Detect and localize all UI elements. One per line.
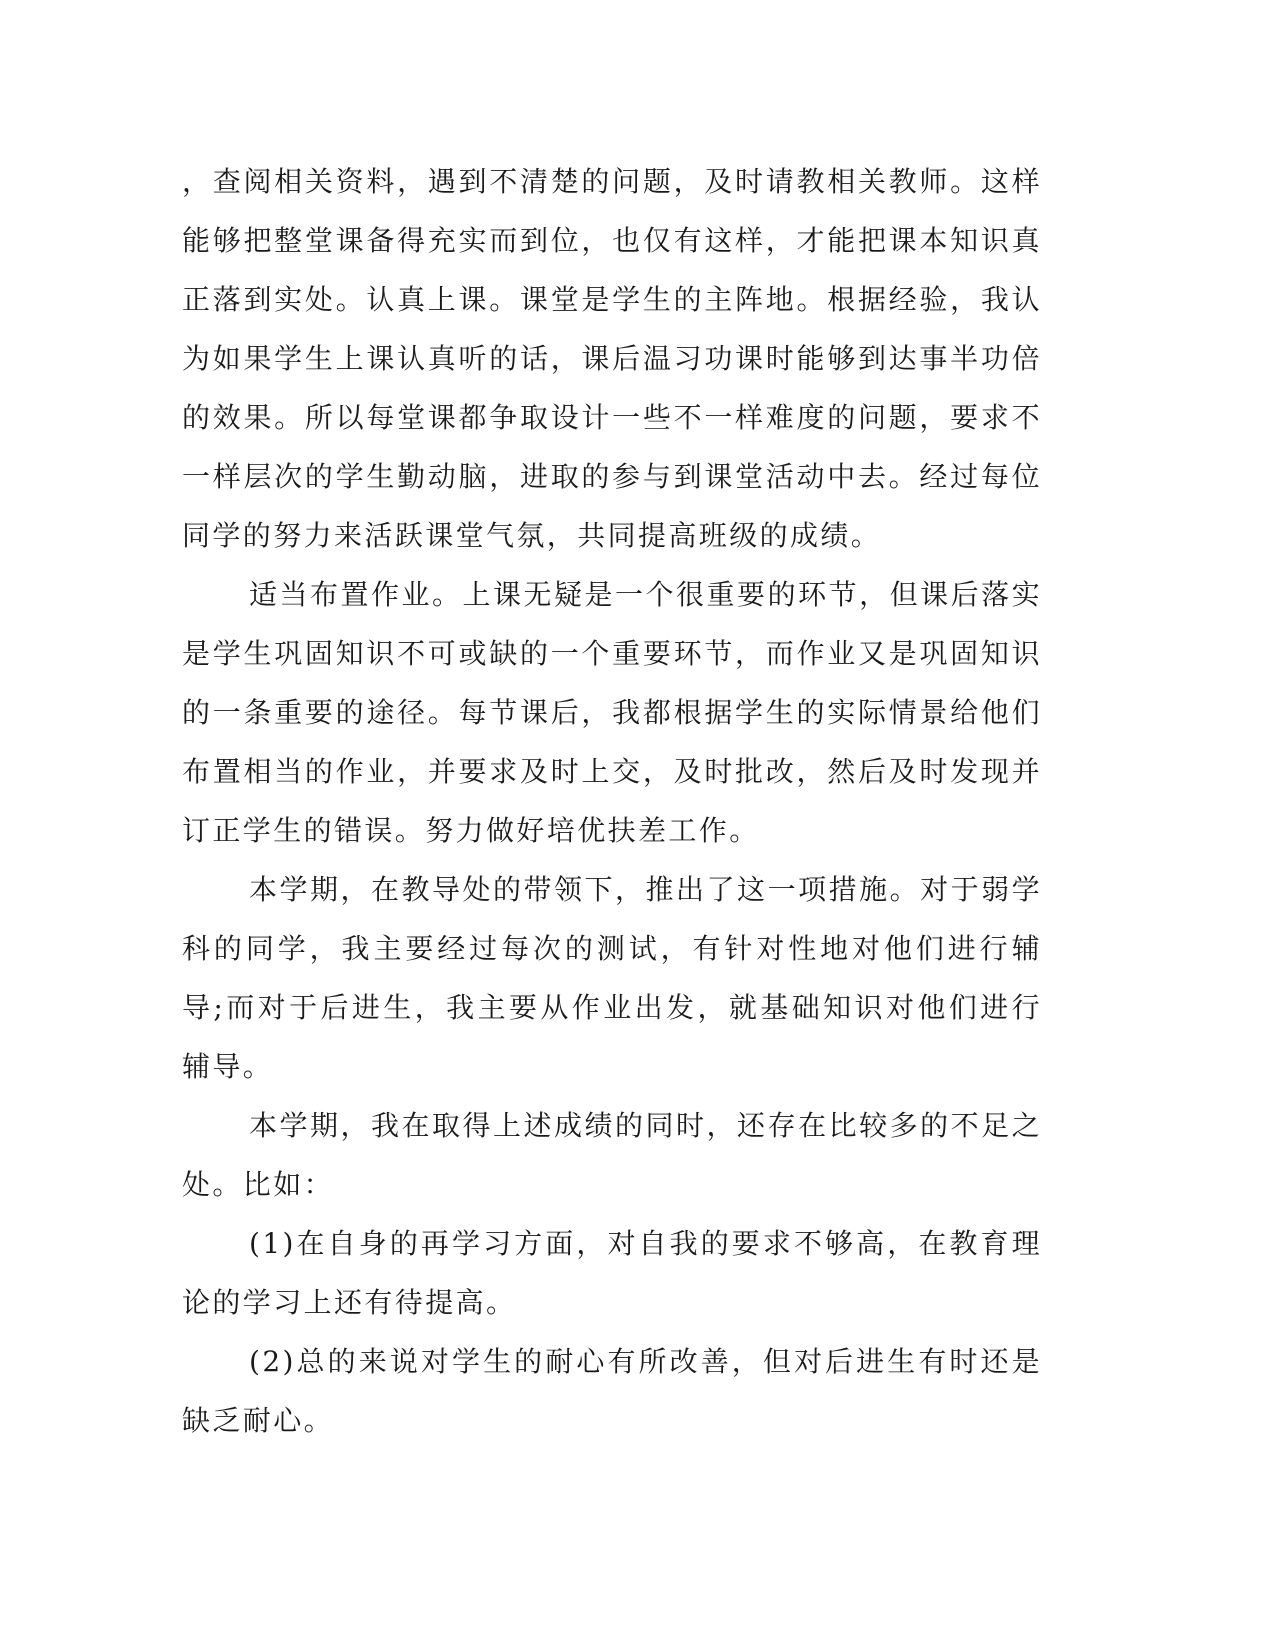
paragraph-1: ，查阅相关资料，遇到不清楚的问题，及时请教相关教师。这样能够把整堂课备得充实而到位，也仅有这样，才能把课本知识真正落到实处。认真上课。课堂是学生的主阵地。根据经验，我认为如果学生上课认真听的话，课后温习功课时能够到达事半功倍的效果。所以每堂课都争取设计一些不一样难度的问题，要求不一样层次的学生勤动脑，进取的参与到课堂活动中去。经过每位同学的努力来活跃课堂气氛，共同提高班级的成绩。 — [182, 165, 1042, 552]
paragraph-3: 本学期，在教导处的带领下，推出了这一项措施。对于弱学科的同学，我主要经过每次的测试，有针对性地对他们进行辅导;而对于后进生，我主要从作业出发，就基础知识对他们进行辅导。 — [182, 873, 1042, 1083]
document-body — [182, 152, 1042, 1450]
paragraph-4: 本学期，我在取得上述成绩的同时，还存在比较多的不足之处。比如： — [182, 1109, 1042, 1201]
paragraph-2: 适当布置作业。上课无疑是一个很重要的环节，但课后落实是学生巩固知识不可或缺的一个重要环节，而作业又是巩固知识的一条重要的途径。每节课后，我都根据学生的实际情景给他们布置相当的作业，并要求及时上交，及时批改，然后及时发现并订正学生的错误。努力做好培优扶差工作。 — [182, 578, 1042, 847]
paragraph-6: (2)总的来说对学生的耐心有所改善，但对后进生有时还是缺乏耐心。 — [182, 1345, 1042, 1437]
paragraph-5: (1)在自身的再学习方面，对自我的要求不够高，在教育理论的学习上还有待提高。 — [182, 1227, 1042, 1319]
